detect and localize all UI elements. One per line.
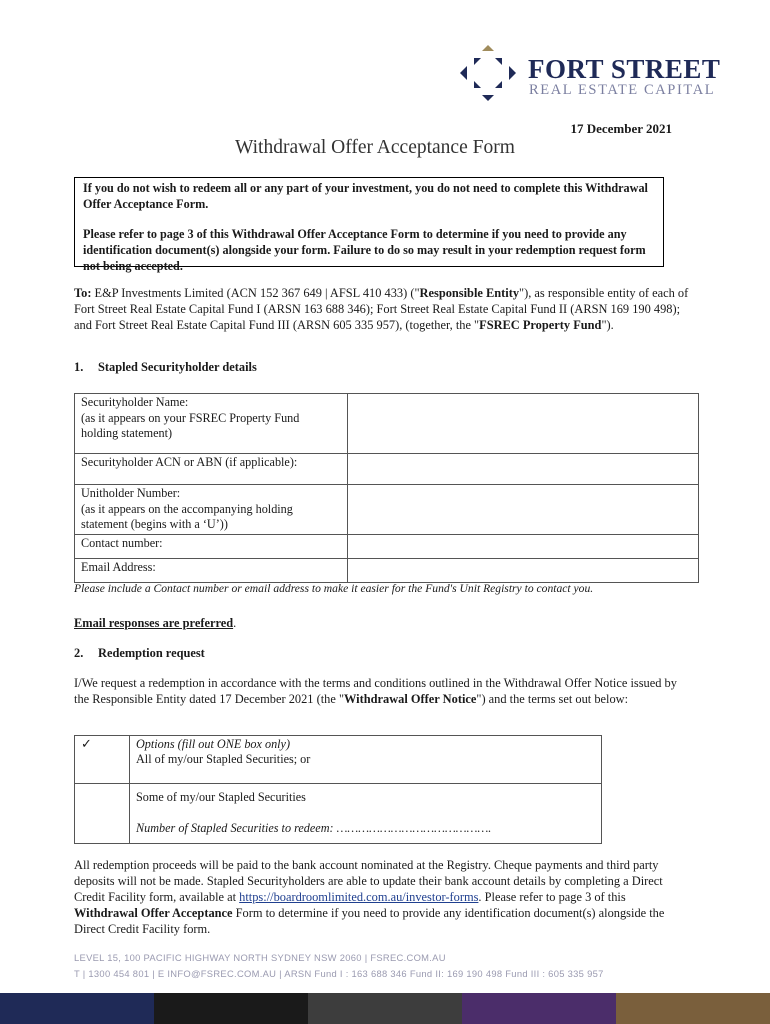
notice-line-2: Please refer to page 3 of this Withdrawal Offer Acceptance Form to determine if you need to provide any identification document(s) alongside your form. Failure to do so may result in your redemption request form not being accepted. [83, 227, 646, 273]
contact-number-field[interactable] [348, 535, 699, 559]
contact-number-label: Contact number: [81, 536, 163, 550]
email-preferred-tail: . [233, 616, 237, 630]
to-label: To: [74, 286, 92, 300]
email-address-field[interactable] [348, 559, 699, 583]
proceeds-paragraph [74, 857, 692, 937]
securityholder-name-field[interactable] [348, 394, 699, 454]
securityholder-name-note-1: (as it appears on your FSREC Property Fund [81, 410, 300, 425]
proceeds-text-1: All redemption proceeds will be paid to the bank account nominated at the Registry. Cheque payments and third party deposits will not be made. Stapled Securityholders are able to update their bank account details by completing a Direct Credit Facility form, available at [74, 858, 663, 904]
notice-line-1: If you do not wish to redeem all or any part of your investment, you do not need to complete this Withdrawal Offer Acceptance Form. [83, 181, 648, 211]
table-label-cell [75, 559, 348, 583]
email-preferred-text: Email responses are preferred [74, 616, 234, 630]
securityholder-name-note-2: holding statement) [81, 426, 173, 440]
to-text-3: "). [601, 318, 614, 332]
checkmark-icon: ✓ [81, 737, 92, 752]
options-header: Options (fill out ONE box only) [136, 737, 291, 751]
table-row [75, 394, 699, 454]
fsrec-property-fund-term: FSREC Property Fund [479, 318, 602, 332]
options-cell [130, 736, 602, 784]
section-1-title: Stapled Securityholder details [98, 360, 257, 374]
footer-color-bar-grey [308, 993, 462, 1024]
footer-color-bar-purple [462, 993, 616, 1024]
acn-abn-field[interactable] [348, 454, 699, 485]
table-row [75, 485, 699, 535]
acn-abn-label: Securityholder ACN or ABN (if applicable): [81, 455, 298, 469]
footer-contact: T | 1300 454 801 | E INFO@FSREC.COM.AU | ARSN Fund I : 163 688 346 Fund II: 169 190 498 Fund III : 605 335 957 [74, 968, 604, 979]
redemption-intro-text-1: I/We request a redemption in accordance with the terms and conditions outlined in the Withdrawal Offer Notice issued by the Responsible Entity dated 17 December 2021 (the " [74, 676, 677, 706]
option-all-label: All of my/our Stapled Securities; or [136, 752, 311, 766]
responsible-entity-term: Responsible Entity [419, 286, 520, 300]
page-title: Withdrawal Offer Acceptance Form [235, 137, 515, 158]
section-2-number: 2. [74, 646, 84, 660]
securityholder-name-label: Securityholder Name: [81, 395, 189, 409]
table-row [75, 559, 699, 583]
addressee-paragraph [74, 285, 692, 333]
securityholder-details-table [74, 393, 699, 583]
withdrawal-offer-acceptance-term: Withdrawal Offer Acceptance [74, 906, 233, 920]
email-preferred-line [74, 616, 236, 631]
section-1-number: 1. [74, 360, 84, 374]
notice-box [74, 177, 664, 273]
fort-street-logo [458, 44, 728, 102]
unitholder-number-note-2: statement (begins with a ‘U’)) [81, 517, 228, 531]
table-label-cell [75, 454, 348, 485]
table-row [75, 535, 699, 559]
unitholder-number-note-1: (as it appears on the accompanying holding [81, 501, 293, 516]
footer-color-bar-gold [616, 993, 770, 1024]
brand-name: FORT STREET [528, 54, 721, 84]
option-some-checkbox[interactable] [75, 784, 130, 844]
email-address-label: Email Address: [81, 560, 156, 574]
redemption-intro [74, 675, 692, 707]
document-date: 17 December 2021 [570, 121, 672, 136]
to-text-1: E&P Investments Limited (ACN 152 367 649 | AFSL 410 433) (" [91, 286, 420, 300]
section-1-heading [74, 360, 257, 375]
option-some-label: Some of my/our Stapled Securities [136, 790, 306, 804]
proceeds-text-3: Form to determine if you need to provide any identification document(s) alongside the Direct Credit Facility form. [74, 906, 665, 936]
number-to-redeem-field[interactable]: Number of Stapled Securities to redeem: ……………………………………. [136, 821, 492, 835]
withdrawal-offer-notice-term: Withdrawal Offer Notice [344, 692, 477, 706]
redemption-options-table [74, 735, 602, 844]
table-row [75, 736, 602, 784]
footer-address: LEVEL 15, 100 PACIFIC HIGHWAY NORTH SYDNEY NSW 2060 | FSREC.COM.AU [74, 952, 446, 963]
table-label-cell [75, 394, 348, 454]
unitholder-number-label: Unitholder Number: [81, 486, 181, 500]
contact-hint: Please include a Contact number or email address to make it easier for the Fund's Unit Registry to contact you. [74, 582, 594, 595]
proceeds-text-2: . Please refer to page 3 of this [478, 890, 626, 904]
options-cell [130, 784, 602, 844]
investor-forms-link[interactable]: https://boardroomlimited.com.au/investor-forms [239, 890, 479, 904]
option-all-checkbox[interactable] [75, 736, 130, 784]
to-text-2: "), as responsible entity of each of Fort Street Real Estate Capital Fund I (ARSN 163 688 346); Fort Street Real Estate Capital Fund II (ARSN 169 190 498); and Fort Street Real Estate Capital Fund III (ARSN 605 335 957), (together, the " [74, 286, 689, 332]
section-2-heading [74, 646, 205, 661]
unitholder-number-field[interactable] [348, 485, 699, 535]
table-row [75, 784, 602, 844]
table-label-cell [75, 535, 348, 559]
footer-color-bar-black [154, 993, 308, 1024]
footer-color-bar-navy [0, 993, 154, 1024]
section-2-title: Redemption request [98, 646, 205, 660]
brand-subtitle: REAL ESTATE CAPITAL [529, 82, 716, 98]
table-label-cell [75, 485, 348, 535]
diamond-logo-icon [458, 44, 518, 102]
redemption-intro-text-2: ") and the terms set out below: [476, 692, 629, 706]
table-row [75, 454, 699, 485]
